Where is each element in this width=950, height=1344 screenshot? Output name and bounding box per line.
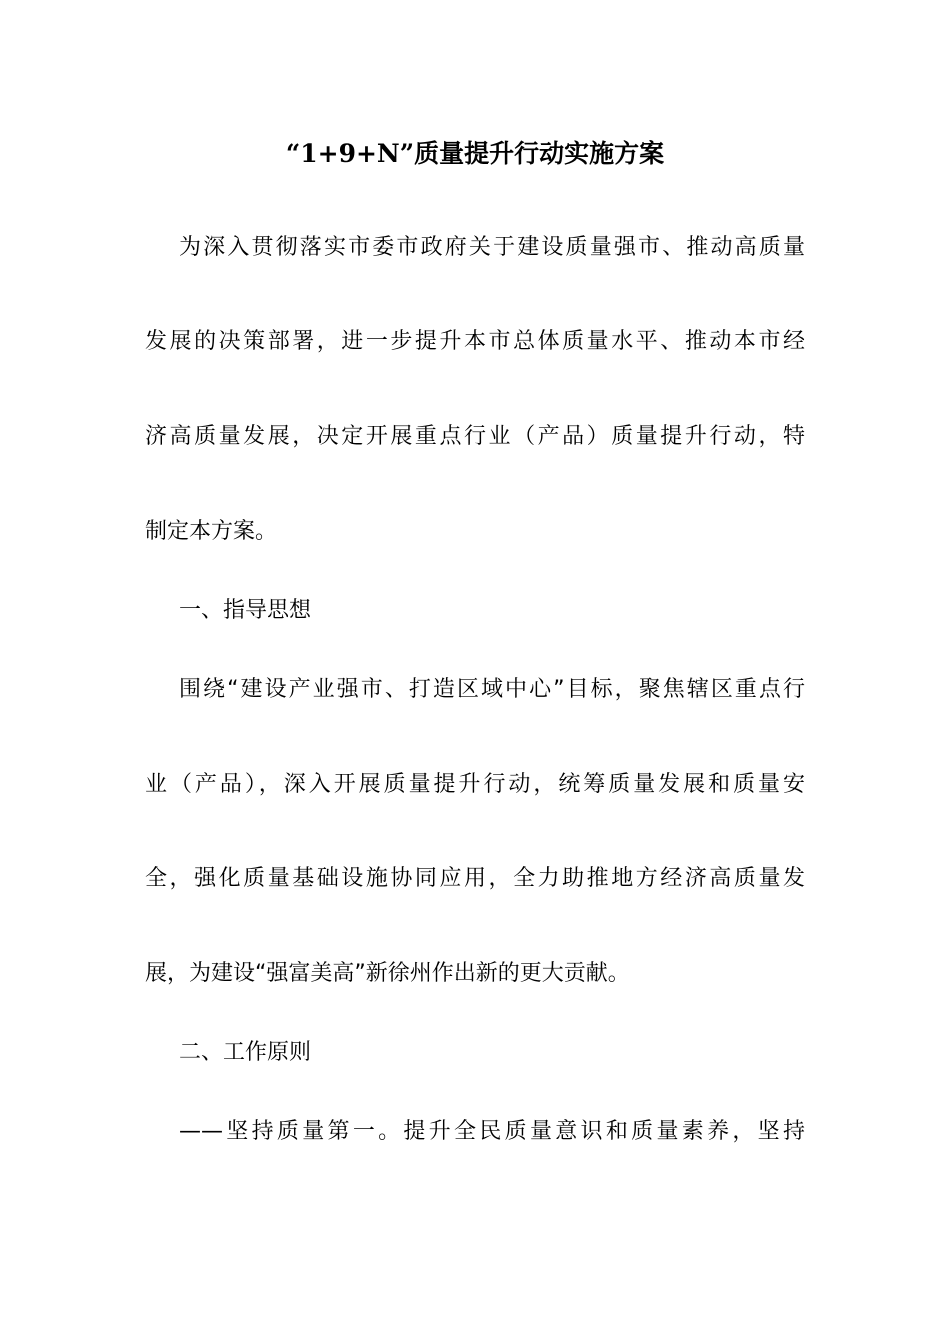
section-heading-work-principles: 二、工作原则 — [179, 1040, 312, 1065]
section-heading-guiding-ideology: 一、指导思想 — [179, 598, 312, 623]
intro-line-2: 发展的决策部署，进一步提升本市总体质量水平、推动本市经 — [145, 329, 805, 354]
section1-line-1: 围绕“建设产业强市、打造区域中心”目标，聚焦辖区重点行 — [179, 677, 805, 702]
intro-line-3: 济高质量发展，决定开展重点行业（产品）质量提升行动，特 — [145, 424, 805, 449]
principle-line-1: ——坚持质量第一。提升全民质量意识和质量素养，坚持 — [179, 1119, 805, 1144]
intro-line-4: 制定本方案。 — [145, 519, 278, 544]
document-title: “1+9+N”质量提升行动实施方案 — [285, 139, 665, 168]
intro-line-1: 为深入贯彻落实市委市政府关于建设质量强市、推动高质量 — [179, 235, 805, 260]
section1-line-3: 全，强化质量基础设施协同应用，全力助推地方经济高质量发 — [145, 866, 805, 891]
section1-line-4: 展，为建设“强富美高”新徐州作出新的更大贡献。 — [145, 961, 630, 986]
section1-line-2: 业（产品），深入开展质量提升行动，统筹质量发展和质量安 — [145, 772, 805, 797]
